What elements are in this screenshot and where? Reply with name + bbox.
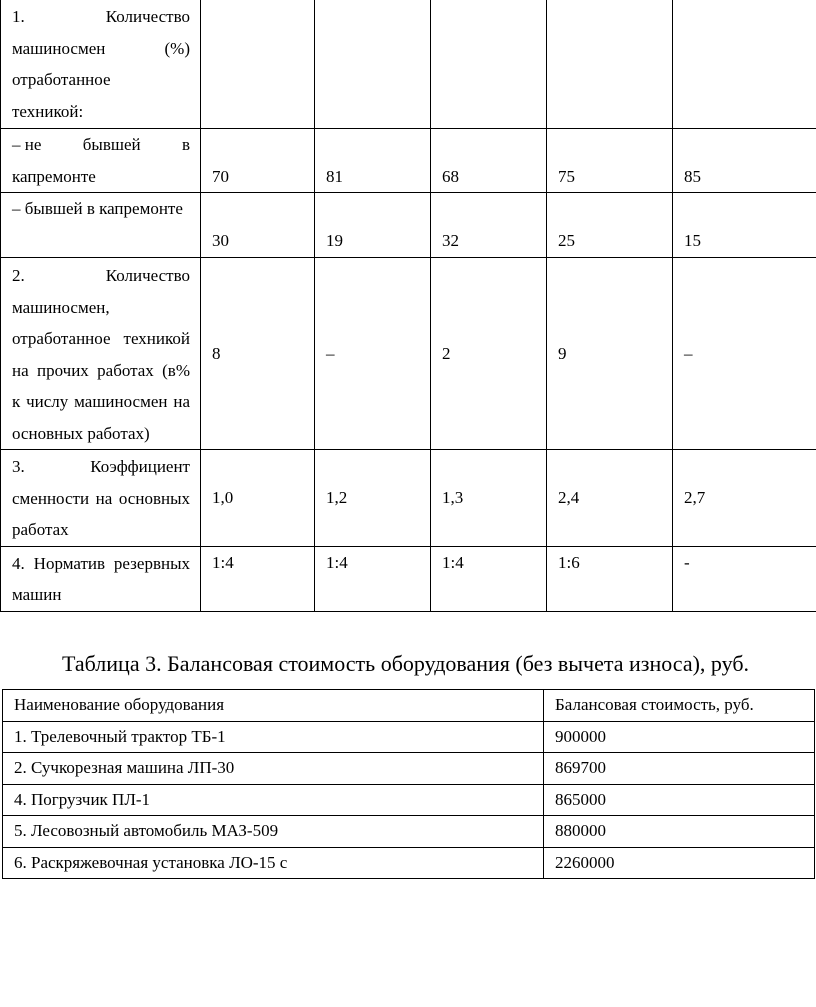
- value-cell: [315, 546, 431, 611]
- table-row: [3, 847, 815, 879]
- table-row: [3, 784, 815, 816]
- value-cell: [673, 0, 816, 129]
- table-row: [1, 193, 816, 258]
- label-word: 1.: [12, 7, 25, 26]
- table-row: [1, 0, 816, 129]
- label-text: 2. Количество машиносмен, отработанное техникой на прочих работах (в% к числу машиносмен на основных работах): [12, 266, 190, 443]
- value-cell: [547, 450, 673, 547]
- label-word: Количество: [105, 7, 190, 26]
- value-cell: [547, 0, 673, 129]
- value-text: –: [684, 343, 693, 363]
- value-text: –: [326, 343, 335, 363]
- column-header: Наименование оборудования: [3, 690, 544, 722]
- value-text: 1,2: [326, 488, 348, 507]
- table-row: [1, 450, 816, 547]
- value-cell: [431, 546, 547, 611]
- row-label: [1, 450, 201, 547]
- value-cell: [431, 193, 547, 258]
- value-cell: [315, 258, 431, 450]
- row-label: [1, 0, 201, 129]
- value-text: 15: [684, 230, 701, 250]
- table-row: [1, 258, 816, 450]
- value-text: 81: [326, 166, 343, 186]
- value-text: 32: [442, 230, 459, 250]
- value-text: -: [684, 552, 690, 572]
- value-text: 25: [558, 230, 575, 250]
- equipment-cost-table: [2, 689, 815, 879]
- value-text: 2,4: [558, 488, 580, 507]
- table-row: [3, 721, 815, 753]
- row-label: [1, 546, 201, 611]
- value-cell: [315, 129, 431, 193]
- label-word: – бывшей в капремонте: [12, 199, 183, 218]
- equipment-name: 2. Сучкорезная машина ЛП-30: [3, 753, 544, 785]
- equipment-name: 4. Погрузчик ПЛ-1: [3, 784, 544, 816]
- equipment-name: 1. Трелевочный трактор ТБ-1: [3, 721, 544, 753]
- label-text: 3. Коэффициент сменности на основных работах: [12, 457, 190, 539]
- value-text: 2,7: [684, 488, 706, 507]
- value-cell: [431, 0, 547, 129]
- value-cell: [201, 258, 315, 450]
- equipment-cost: 2260000: [544, 847, 815, 879]
- value-cell: [547, 129, 673, 193]
- value-text: 8: [212, 343, 221, 363]
- label-word: машиносмен: [12, 38, 106, 58]
- value-text: 1,3: [442, 488, 464, 507]
- value-cell: [431, 258, 547, 450]
- value-text: 2: [442, 343, 451, 363]
- value-cell: [547, 546, 673, 611]
- row-label: [1, 193, 201, 258]
- equipment-cost: 880000: [544, 816, 815, 848]
- table-caption: Таблица 3. Балансовая стоимость оборудования (без вычета износа), руб.: [62, 651, 750, 676]
- table-row: [3, 816, 815, 848]
- equipment-name: 6. Раскряжевочная установка ЛО-15 с: [3, 847, 544, 879]
- row-label: [1, 129, 201, 193]
- value-cell: [673, 258, 816, 450]
- value-cell: [547, 258, 673, 450]
- value-text: 85: [684, 166, 701, 186]
- value-text: 1,0: [212, 488, 234, 507]
- label-text: 4. Норматив резервных машин: [12, 553, 190, 604]
- value-cell: [673, 546, 816, 611]
- value-cell: [201, 0, 315, 129]
- value-text: 1:6: [558, 552, 580, 572]
- value-text: 75: [558, 166, 575, 186]
- value-cell: [315, 450, 431, 547]
- table-row: [1, 129, 816, 193]
- label-word: капремонте: [12, 166, 96, 186]
- value-cell: [201, 450, 315, 547]
- equipment-name: 5. Лесовозный автомобиль МАЗ-509: [3, 816, 544, 848]
- value-cell: [201, 193, 315, 258]
- value-cell: [315, 193, 431, 258]
- value-text: 1:4: [212, 552, 234, 572]
- value-cell: [201, 129, 315, 193]
- table-header-row: [3, 690, 815, 722]
- value-text: 70: [212, 166, 229, 186]
- label-word: бывшей: [82, 135, 141, 154]
- row-label: [1, 258, 201, 450]
- label-word: (%): [164, 38, 190, 58]
- value-cell: [201, 546, 315, 611]
- value-text: 19: [326, 230, 343, 250]
- table-row: [1, 546, 816, 611]
- value-text: 68: [442, 166, 459, 186]
- value-cell: [673, 193, 816, 258]
- value-text: 30: [212, 230, 229, 250]
- equipment-cost: 865000: [544, 784, 815, 816]
- label-word: техникой:: [12, 101, 84, 121]
- column-header: Балансовая стоимость, руб.: [544, 690, 815, 722]
- value-cell: [431, 129, 547, 193]
- label-word: – не: [12, 135, 42, 154]
- value-cell: [315, 0, 431, 129]
- value-cell: [673, 450, 816, 547]
- equipment-cost: 869700: [544, 753, 815, 785]
- value-text: 1:4: [326, 552, 348, 572]
- value-cell: [431, 450, 547, 547]
- value-cell: [547, 193, 673, 258]
- value-cell: [673, 129, 816, 193]
- value-text: 1:4: [442, 552, 464, 572]
- label-word: в: [181, 135, 190, 154]
- equipment-cost: 900000: [544, 721, 815, 753]
- table-row: [3, 753, 815, 785]
- label-word: отработанное: [12, 70, 111, 89]
- value-text: 9: [558, 343, 567, 363]
